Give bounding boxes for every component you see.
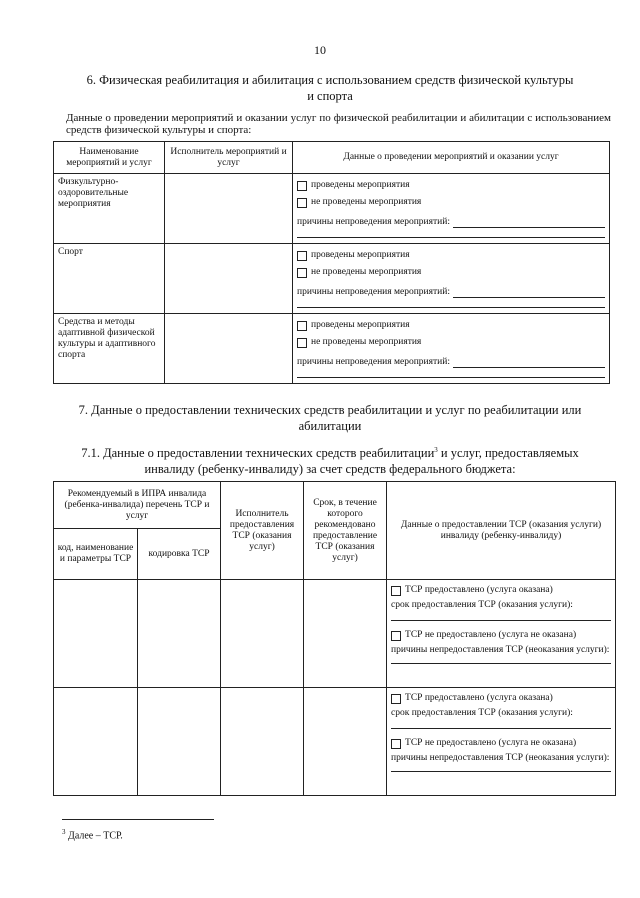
footnote [62,828,123,841]
reasons-field-extra[interactable] [297,368,605,378]
tsr-data-cell [387,688,616,796]
header-activity-data: Данные о проведении мероприятий и оказании услуг [293,142,610,174]
header-executor: Исполнитель мероприятий и услуг [165,142,293,174]
header-tsr-data: Данные о предоставлении ТСР (оказания услуги) инвалиду (ребенку-инвалиду) [387,482,616,580]
header-tsr-executor: Исполнитель предоставления ТСР (оказания услуг) [221,482,304,580]
activity-executor-cell[interactable] [165,314,293,384]
option-not-done-label: не проведены мероприятия [311,337,422,347]
activity-executor-cell[interactable] [165,244,293,314]
tsr-reasons-field[interactable] [391,656,611,664]
tsr-executor-cell[interactable] [221,580,304,688]
header-tsr-term: Срок, в течение которого рекомендовано предоставление ТСР (оказания услуг) [304,482,387,580]
tsr-reasons-field[interactable] [391,764,611,772]
section-6-heading-line1: 6. Физическая реабилитация и абилитация с использованием средств физической культуры [86,73,574,87]
tsr-not-provided-label: ТСР не предоставлено (услуга не оказана) [405,630,577,640]
tsr-code-cell[interactable] [54,688,138,796]
checkbox-tsr-provided[interactable] [391,586,401,596]
tsr-reasons-label: причины непредоставления ТСР (неоказания услуги): [391,753,610,763]
option-not-done-label: не проведены мероприятия [311,267,422,277]
section-7-heading-line2: абилитации [298,419,362,433]
reasons-field-extra[interactable] [297,228,605,238]
footnote-ref: 3 [434,446,438,454]
activity-data-cell [293,244,610,314]
section-6-heading-line2: и спорта [307,89,353,103]
header-ipra-list: Рекомендуемый в ИПРА инвалида (ребенка-инвалида) перечень ТСР и услуг [54,482,221,529]
tsr-provided-term-label: срок предоставления ТСР (оказания услуги): [391,600,573,610]
reasons-label: причины непроведения мероприятий: [297,217,450,227]
section-7-heading-line1: 7. Данные о предоставлении технических средств реабилитации и услуг по реабилитации или [78,403,582,417]
tsr-not-provided-label: ТСР не предоставлено (услуга не оказана) [405,738,577,748]
checkbox-not-done[interactable] [297,268,307,278]
tsr-reasons-label: причины непредоставления ТСР (неоказания услуги): [391,645,610,655]
tsr-term-cell[interactable] [304,688,387,796]
activity-name: Физкультурно-оздоровительные мероприятия [54,174,165,244]
table-row [54,174,610,244]
checkbox-tsr-provided[interactable] [391,694,401,704]
reasons-field[interactable] [453,218,605,228]
tsr-provided-label: ТСР предоставлено (услуга оказана) [405,693,553,703]
footnote-text: Далее – ТСР. [65,830,123,842]
section-7-1-heading-line2: инвалиду (ребенку-инвалиду) за счет средств федерального бюджета: [144,462,516,477]
option-done-label: проведены мероприятия [311,320,410,330]
reasons-field[interactable] [453,358,605,368]
checkbox-done[interactable] [297,321,307,331]
section-6-intro: Данные о проведении мероприятий и оказании услуг по физической реабилитации и абилитации с использованием средств физической культуры и спорта: [66,112,611,136]
option-not-done-label: не проведены мероприятия [311,197,422,207]
activity-data-cell [293,174,610,244]
tsr-executor-cell[interactable] [221,688,304,796]
reasons-field-extra[interactable] [297,298,605,308]
tsr-data-cell [387,580,616,688]
tsr-provided-term-field[interactable] [391,719,611,729]
tsr-code-cell[interactable] [54,580,138,688]
section-6-heading [60,72,600,104]
reasons-label: причины непроведения мероприятий: [297,357,450,367]
footnote-mark: 3 [62,828,66,836]
checkbox-not-done[interactable] [297,338,307,348]
tsr-provided-label: ТСР предоставлено (услуга оказана) [405,585,553,595]
option-done-label: проведены мероприятия [311,250,410,260]
checkbox-tsr-not-provided[interactable] [391,739,401,749]
activity-name: Спорт [54,244,165,314]
checkbox-done[interactable] [297,251,307,261]
tsr-table [53,481,616,796]
header-tsr-coding: кодировка ТСР [138,529,221,580]
table-row [54,580,616,688]
header-tsr-code: код, наименование и параметры ТСР [54,529,138,580]
tsr-term-cell[interactable] [304,580,387,688]
option-done-label: проведены мероприятия [311,180,410,190]
checkbox-tsr-not-provided[interactable] [391,631,401,641]
checkbox-not-done[interactable] [297,198,307,208]
section-7-heading [60,402,600,434]
table-row [54,244,610,314]
physical-rehab-table [53,141,610,384]
reasons-label: причины непроведения мероприятий: [297,287,450,297]
tsr-provided-term-label: срок предоставления ТСР (оказания услуги): [391,708,573,718]
tsr-coding-cell[interactable] [138,688,221,796]
activity-data-cell [293,314,610,384]
activity-executor-cell[interactable] [165,174,293,244]
page-number: 10 [314,43,326,57]
activity-name: Средства и методы адаптивной физической культуры и адаптивного спорта [54,314,165,384]
tsr-provided-term-field[interactable] [391,611,611,621]
tsr-coding-cell[interactable] [138,580,221,688]
reasons-field[interactable] [453,288,605,298]
footnote-divider [62,819,214,820]
checkbox-done[interactable] [297,181,307,191]
table-row [54,314,610,384]
header-activity-name: Наименование мероприятий и услуг [54,142,165,174]
section-7-1-heading-line1: 7.1. Данные о предоставлении технических средств реабилитации$^3$ и услуг, предоставляемых [81,446,579,461]
table-row [54,688,616,796]
section-7-1-heading [60,442,600,477]
